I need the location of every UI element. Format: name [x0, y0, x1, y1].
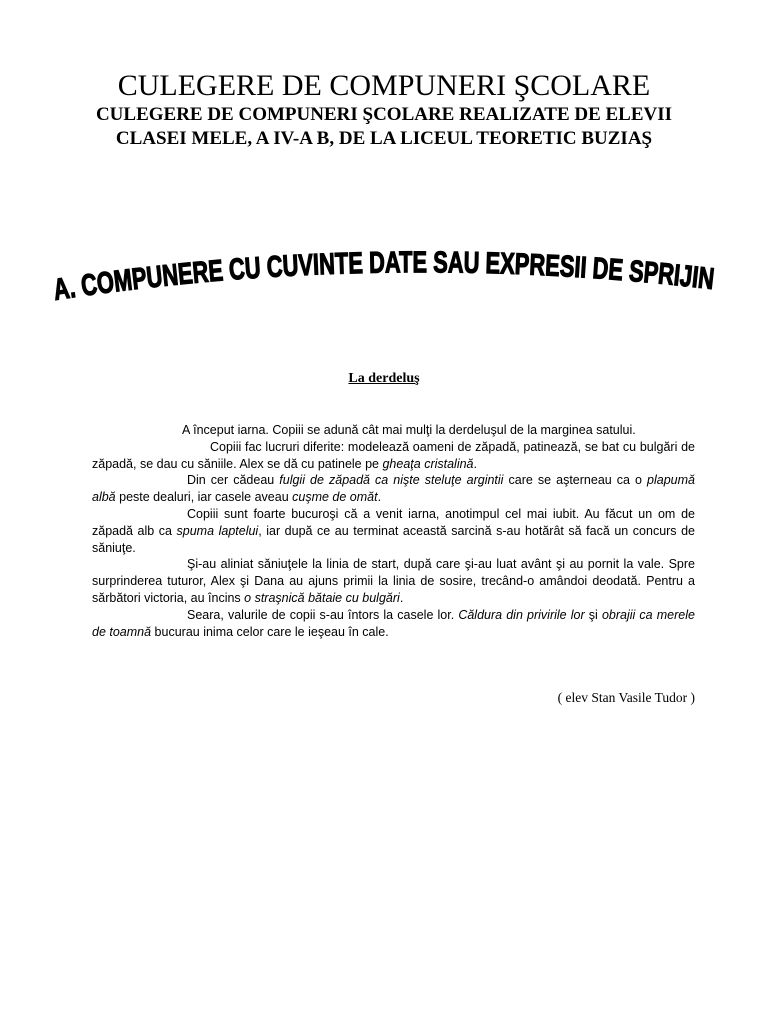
story-body	[92, 422, 695, 640]
paragraph-3-text: Din cer cădeau	[187, 473, 280, 488]
paragraph-5-expression: o straşnică bătaie cu bulgări	[244, 590, 400, 605]
paragraph-5-text: Şi-au aliniat săniuţele la linia de start, după care şi-au luat avânt şi au pornit la vale. Spre surprinderea tuturor, Alex şi Dana au ajuns primii la linia de sosire, trecând-o amândoi deodată. Pentru a sărbători victoria, au încins	[92, 557, 695, 605]
paragraph-3-text-3: peste dealuri, iar casele aveau	[115, 490, 293, 505]
story-author: ( elev Stan Vasile Tudor )	[557, 690, 695, 705]
section-heading	[51, 246, 722, 307]
paragraph-3	[92, 472, 695, 506]
paragraph-3-expression-1: fulgii de zăpadă ca nişte steluţe argintii	[279, 473, 504, 488]
section-heading-art	[0, 242, 768, 312]
paragraph-4	[92, 506, 695, 556]
paragraph-6-expression-1: Căldura din privirile lor	[458, 607, 585, 622]
paragraph-1	[92, 422, 695, 439]
paragraph-6-expression-2: obrajii ca merele de toamnă	[92, 607, 695, 639]
paragraph-1-text: A început iarna. Copiii se adună cât mai mulţi la derdeluşul de la marginea satului.	[182, 423, 636, 437]
paragraph-6-text-2: şi	[584, 607, 602, 622]
paragraph-2-end: .	[473, 456, 477, 471]
paragraph-6-end: bucurau inima celor care le ieşeau în cale.	[151, 624, 389, 639]
paragraph-6-text: Seara, valurile de copii s-au întors la casele lor.	[187, 607, 459, 622]
paragraph-3-end: .	[377, 490, 382, 505]
document-subtitle: CULEGERE DE COMPUNERI ŞCOLARE REALIZATE DE ELEVII CLASEI MELE, A IV-A B, DE LA LICEUL TEORETIC BUZIAŞ	[95, 104, 673, 149]
story-title: La derdeluş	[348, 371, 420, 386]
section-heading-banner	[0, 242, 768, 312]
paragraph-4-text: Copiii sunt foarte bucuroşi că a venit iarna, anotimpul cel mai iubit. Au făcut un om de zăpadă alb ca	[92, 506, 695, 538]
paragraph-3-expression-2: plapumă albă	[92, 473, 695, 505]
document-title: CULEGERE DE COMPUNERI ŞCOLARE	[117, 69, 651, 102]
paragraph-2	[92, 439, 695, 473]
paragraph-6	[92, 607, 695, 641]
paragraph-5	[92, 556, 695, 606]
paragraph-2-expression: gheaţa cristalină	[382, 456, 474, 471]
paragraph-2-text: Copiii fac lucruri diferite: modelează oameni de zăpadă, patinează, se bat cu bulgări de zăpadă, se dau cu săniile. Alex se dă cu patinele pe	[92, 439, 695, 471]
section-heading-text: A. COMPUNERE CU CUVINTE DATE SAU EXPRESII DE SPRIJIN	[51, 246, 722, 307]
paragraph-3-expression-3: cuşme de omăt	[292, 490, 378, 505]
paragraph-4-expression: spuma laptelui	[176, 523, 259, 538]
paragraph-5-end: .	[399, 590, 404, 605]
paragraph-4-end: , iar după ce au terminat această sarcină s-au hotărât să facă un concurs de săniuţe.	[92, 523, 696, 555]
paragraph-3-text-2: care se aşterneau ca o	[503, 473, 648, 488]
